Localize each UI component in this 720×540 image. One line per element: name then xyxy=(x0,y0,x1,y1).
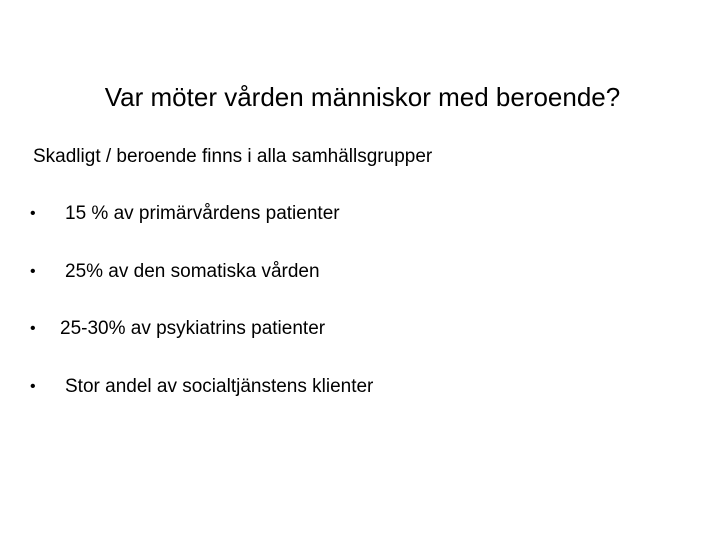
bullet-dot-icon: • xyxy=(30,320,36,337)
bullet-text: 25-30% av psykiatrins patienter xyxy=(60,318,326,339)
bullet-item xyxy=(0,202,720,226)
bullet-text: Stor andel av socialtjänstens klienter xyxy=(65,376,374,397)
bullet-item xyxy=(0,375,720,399)
bullet-item xyxy=(0,317,720,341)
bullet-text: 15 % av primärvårdens patienter xyxy=(65,203,340,224)
intro-text: Skadligt / beroende finns i alla samhällsgrupper xyxy=(33,146,433,167)
bullet-item xyxy=(0,260,720,284)
slide-title: Var möter vården människor med beroende? xyxy=(104,82,621,112)
bullet-text: 25% av den somatiska vården xyxy=(65,261,320,282)
bullet-dot-icon: • xyxy=(30,378,36,395)
bullet-dot-icon: • xyxy=(30,205,36,222)
bullet-dot-icon: • xyxy=(30,263,36,280)
